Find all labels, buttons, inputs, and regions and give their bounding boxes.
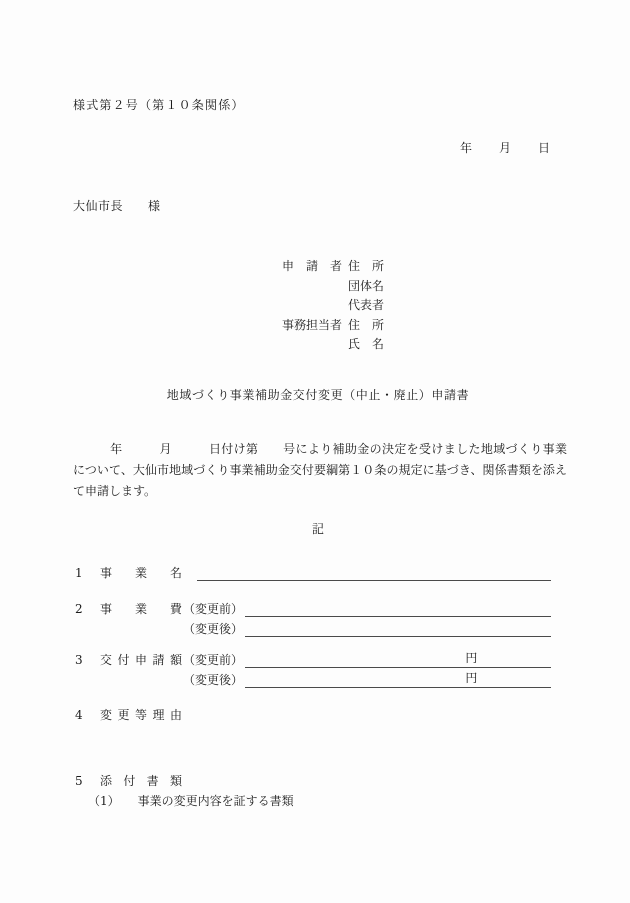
applicant-role-label — [282, 277, 348, 297]
form-items — [73, 563, 563, 811]
item-label: 変更等理由 — [100, 707, 182, 722]
date-line: 年 月 日 — [459, 141, 551, 155]
applicant-row — [282, 316, 563, 336]
applicant-row — [282, 257, 563, 277]
applicant-role-label — [282, 296, 348, 316]
item-label: 事 業 費 — [100, 601, 182, 616]
yen-unit-label: 円 — [465, 650, 478, 665]
blank-underline-field — [245, 599, 551, 617]
applicant-field-label: 氏 名 — [348, 337, 385, 351]
form-number: 様式第２号（第１０条関係） — [73, 98, 245, 112]
applicant-role-label — [282, 335, 348, 355]
applicant-row — [282, 277, 563, 297]
item-business-name — [73, 563, 563, 583]
item-number: 4 — [75, 707, 83, 722]
blank-underline-field — [245, 670, 551, 688]
ki-heading: 記 — [311, 521, 324, 536]
item-label: 添付書類 — [100, 773, 182, 788]
item-number: 1 — [75, 565, 83, 580]
applicant-block — [282, 257, 563, 355]
applicant-role-label: 申 請 者 — [282, 259, 343, 273]
change-after-label: （変更後） — [183, 672, 244, 687]
applicant-field-label: 住 所 — [348, 317, 385, 332]
document-title: 地域づくり事業補助金交付変更（中止・廃止）申請書 — [166, 387, 470, 402]
applicant-row — [282, 296, 563, 316]
blank-underline-field — [245, 619, 551, 637]
applicant-role-label: 事務担当者 — [282, 317, 343, 332]
change-before-label: （変更前） — [183, 652, 244, 667]
item-label: 事 業 名 — [100, 565, 182, 580]
applicant-row — [282, 335, 563, 355]
item-number: 5 — [75, 773, 83, 788]
item-number: 3 — [75, 652, 83, 667]
item-business-cost-before — [73, 599, 563, 619]
blank-underline-field — [197, 563, 551, 581]
body-paragraph-line: 年 月 日付け第 号により補助金の決定を受けました地域づくり事業 — [73, 441, 567, 456]
item-business-cost-after — [73, 619, 563, 639]
applicant-field-label: 代表者 — [348, 298, 385, 312]
change-after-label: （変更後） — [183, 621, 244, 636]
item-change-reason — [73, 705, 563, 725]
change-before-label: （変更前） — [183, 601, 244, 616]
applicant-field-label: 住 所 — [348, 259, 385, 273]
item-number: 2 — [75, 601, 83, 616]
addressee-line: 大仙市長 様 — [73, 199, 161, 213]
item-grant-amount-after — [73, 670, 563, 690]
item-grant-amount-before — [73, 650, 563, 670]
body-paragraph — [73, 439, 567, 502]
item-label: 交付申請額 — [100, 652, 182, 667]
attachment-sub-item: （1） 事業の変更内容を証する書類 — [88, 793, 294, 808]
blank-underline-field — [245, 650, 551, 668]
applicant-field-label: 団体名 — [348, 278, 385, 293]
body-paragraph-line: について、大仙市地域づくり事業補助金交付要綱第１０条の規定に基づき、関係書類を添え — [73, 462, 567, 477]
body-paragraph-line: て申請します。 — [73, 483, 157, 498]
yen-unit-label: 円 — [465, 670, 478, 685]
item-attachments — [73, 771, 563, 791]
